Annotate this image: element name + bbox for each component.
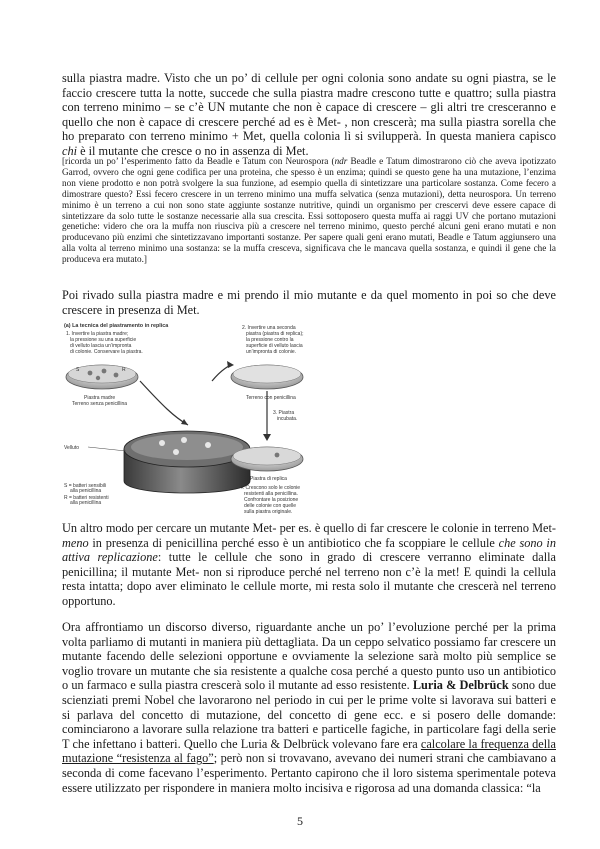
caption-line: 2. Invertire una seconda (242, 325, 296, 331)
italic-text: meno (62, 535, 89, 550)
caption-line: di velluto lascia un’impronta (70, 343, 132, 349)
text-segment: Beadle e Tatum dimostrarono ciò che aveva ipotizzato Garrod, ovvero che ogni gene codifica per una proteina, che spesso è un enzima; quindi se questo gene ha una mutazione, l’enzima non viene prodotto e non potrà svolgere la sua funzione, ad esempio quella di sintetizzare una particolare sostanza. Come fecero a dimostrare questo? Essi fecero crescere in un terreno minimo una muffa selvatica (senza mutazioni), detta neurospora. Un terreno minimo è un terreno a cui non sono state aggiunte sostanze nutritive, quindi un organismo per crescervi deve essere capace di sintetizzare da solo tutte le sostanze necessarie alla sua crescita. Essi sottoposero questa muffa ai raggi UV che portano mutazioni genetiche: videro che ora la muffa non riusciva più a crescere nel terreno minimo, questo perché alcuni geni erano mutati e non producevano più enzimi che sintetizzavano importanti sostanze. Per sapere quali geni erano mutati, Beadle e Tatum aggiunsero una alla volta al terreno minimo una sostanza: se la muffa cresceva, significava che le mancava quella sostanza, e quindi il gene che la produceva era mutato.] (62, 156, 557, 265)
underlined-text: calcolare la frequenza della mutazione “resistenza al fago” (62, 736, 556, 766)
velvet-block (124, 431, 250, 493)
page-number: 5 (297, 814, 303, 828)
step-3-caption: 3. Piastra (273, 410, 295, 416)
caption-line: resistenti alla penicillina. (244, 491, 298, 497)
step-4-caption (240, 485, 300, 515)
paragraph-luria-delbruck (62, 620, 556, 795)
mother-plate-label: Piastra madre (84, 395, 116, 401)
colony-label-r: R (122, 367, 126, 373)
bold-text: Luria & Delbrück (412, 678, 509, 693)
caption-line: 4. Crescono solo le colonie (240, 485, 301, 491)
text-segment: in presenza di penicillina perché esso è un antibiotico che fa scoppiare le cellule (88, 535, 499, 550)
replica-plating-figure (62, 321, 362, 516)
caption-line: Confrontare la posizione (244, 497, 299, 503)
step-1-caption (66, 331, 143, 355)
mother-plate (66, 365, 138, 389)
caption-line: superficie di velluto lascia (246, 343, 303, 349)
velvet-label: Velluto (64, 445, 80, 451)
text-segment: sulla piastra madre. Visto che un po’ di cellule per ogni colonia sono andate su ogni piastra, se le faccio crescere tutta la notte, succede che sulla piastra madre crescono tutte e quattro; sulla piastra con terreno minimo – se c’è UN mutante che non è capace di crescere – gli altri tre cresceranno e quello che non è capace di crescere perché ad es è Met- , non crescerà; ma sulla piastra sorella che ho preparato con terreno minimo + Met, quella colonia lì si svilupperà. In questa maniera capisco (62, 71, 556, 144)
legend-r: R = batteri resistenti (64, 495, 109, 501)
caption-line: delle colonie con quelle (244, 503, 296, 509)
penicillin-medium-label: Terreno con penicillina (246, 395, 296, 401)
caption-line: la pressione su una superficie (70, 337, 137, 343)
arrow-head-icon (227, 361, 234, 368)
arrow-head-icon (263, 434, 271, 441)
replica-plate (231, 447, 303, 471)
paragraph-mutant-met: Poi rivado sulla piastra madre e mi prendo il mio mutante e da quel momento in poi so che deve crescere in presenza di Met. (62, 288, 556, 317)
text-segment: [ricorda un po’ l’esperimento fatto da Beadle e Tatum con Neurospora ( (62, 156, 335, 166)
caption-line: piastra (piastra di replica); (246, 331, 304, 337)
caption-line: di colonie. Conservare la piastra. (70, 349, 143, 355)
arrow-head-icon (181, 419, 188, 425)
caption-line: 1. Invertire la piastra madre; (66, 331, 129, 337)
note-beadle-tatum (62, 156, 556, 265)
text-segment: ; però non si trovavano, avevano dei numeri strani che cambiavano a seconda di come facevano l’esperimento. Pertanto capirono che il loro sistema sperimentale poteva essere utilizzato per rispondere in maniera molto incisiva e rigorosa ad una domanda classica: “la (62, 751, 556, 795)
caption-line: la pressione contro la (246, 337, 294, 343)
legend-r: alla penicillina (70, 500, 102, 506)
text-segment: : tutte le cellule che sono in grado di crescere verranno eliminate dalla penicillina; il mutante Met- non si riproduce perché nel terreno non c’è la met! E quindi la cellula resta intatta; dopo aver eliminato le cellule morte, mi resta solo il mutante che crescerà nel terreno opportuno. (62, 550, 556, 608)
text-segment: è il mutante che cresce o no in assenza di Met. (77, 143, 309, 158)
mother-medium-label: Terreno senza penicillina (72, 401, 128, 407)
legend-s: S = batteri sensibili (64, 483, 107, 489)
italic-text: chi (62, 143, 78, 158)
italic-text: che sono in attiva replicazione (62, 535, 556, 565)
caption-line: sulla piastra originale. (244, 509, 293, 515)
penicillin-plate (231, 365, 303, 389)
step-3-caption: incubata. (277, 416, 298, 422)
figure-title: (a) La tecnica del piastramento in replica (64, 323, 169, 329)
step-2-caption (242, 325, 304, 355)
caption-line: un’impronta di colonie. (246, 349, 297, 355)
leader-line (88, 447, 126, 451)
replica-plate-label: Piastra di replica (250, 476, 287, 482)
legend-s: alla penicillina (70, 488, 102, 494)
text-segment: Ora affrontiamo un discorso diverso, riguardante anche un po’ l’evoluzione perché per la prima volta parliamo di mutanti in maniera più dettagliata. Da un ceppo selvatico possiamo far crescere un mutante facendo delle selezioni opportune e ovviamente la selezione sarà molto più semplice se voglio trovare un mutante che sia resistente a qualche cosa perché a questo punto uso un antibiotico o un farmaco e sulla piastra crescerà solo il mutante ad esso resistente. (62, 620, 556, 693)
paragraph-replica-plating (62, 71, 556, 159)
text-segment: Un altro modo per cercare un mutante Met- per es. è quello di far crescere le colonie in terreno Met- (62, 521, 556, 535)
paragraph-penicillin-selection (62, 521, 556, 609)
italic-text: ndr (334, 156, 348, 166)
colony-label-s: S (76, 367, 80, 373)
text-segment: sono due scienziati premi Nobel che lavorarono nel periodo in cui per le prime volte si lavorava sui batteri e si parlava del concetto di mutazione, del concetto di gene ecc. e si posero delle domande: cominciarono a lavorare sulla relazione tra batteri e particelle fagiche, in particolare fagi della serie T che infettano i batteri. Quello che Luria & Delbrück volevano fare era (62, 678, 556, 751)
arrow-down-icon (140, 381, 188, 425)
